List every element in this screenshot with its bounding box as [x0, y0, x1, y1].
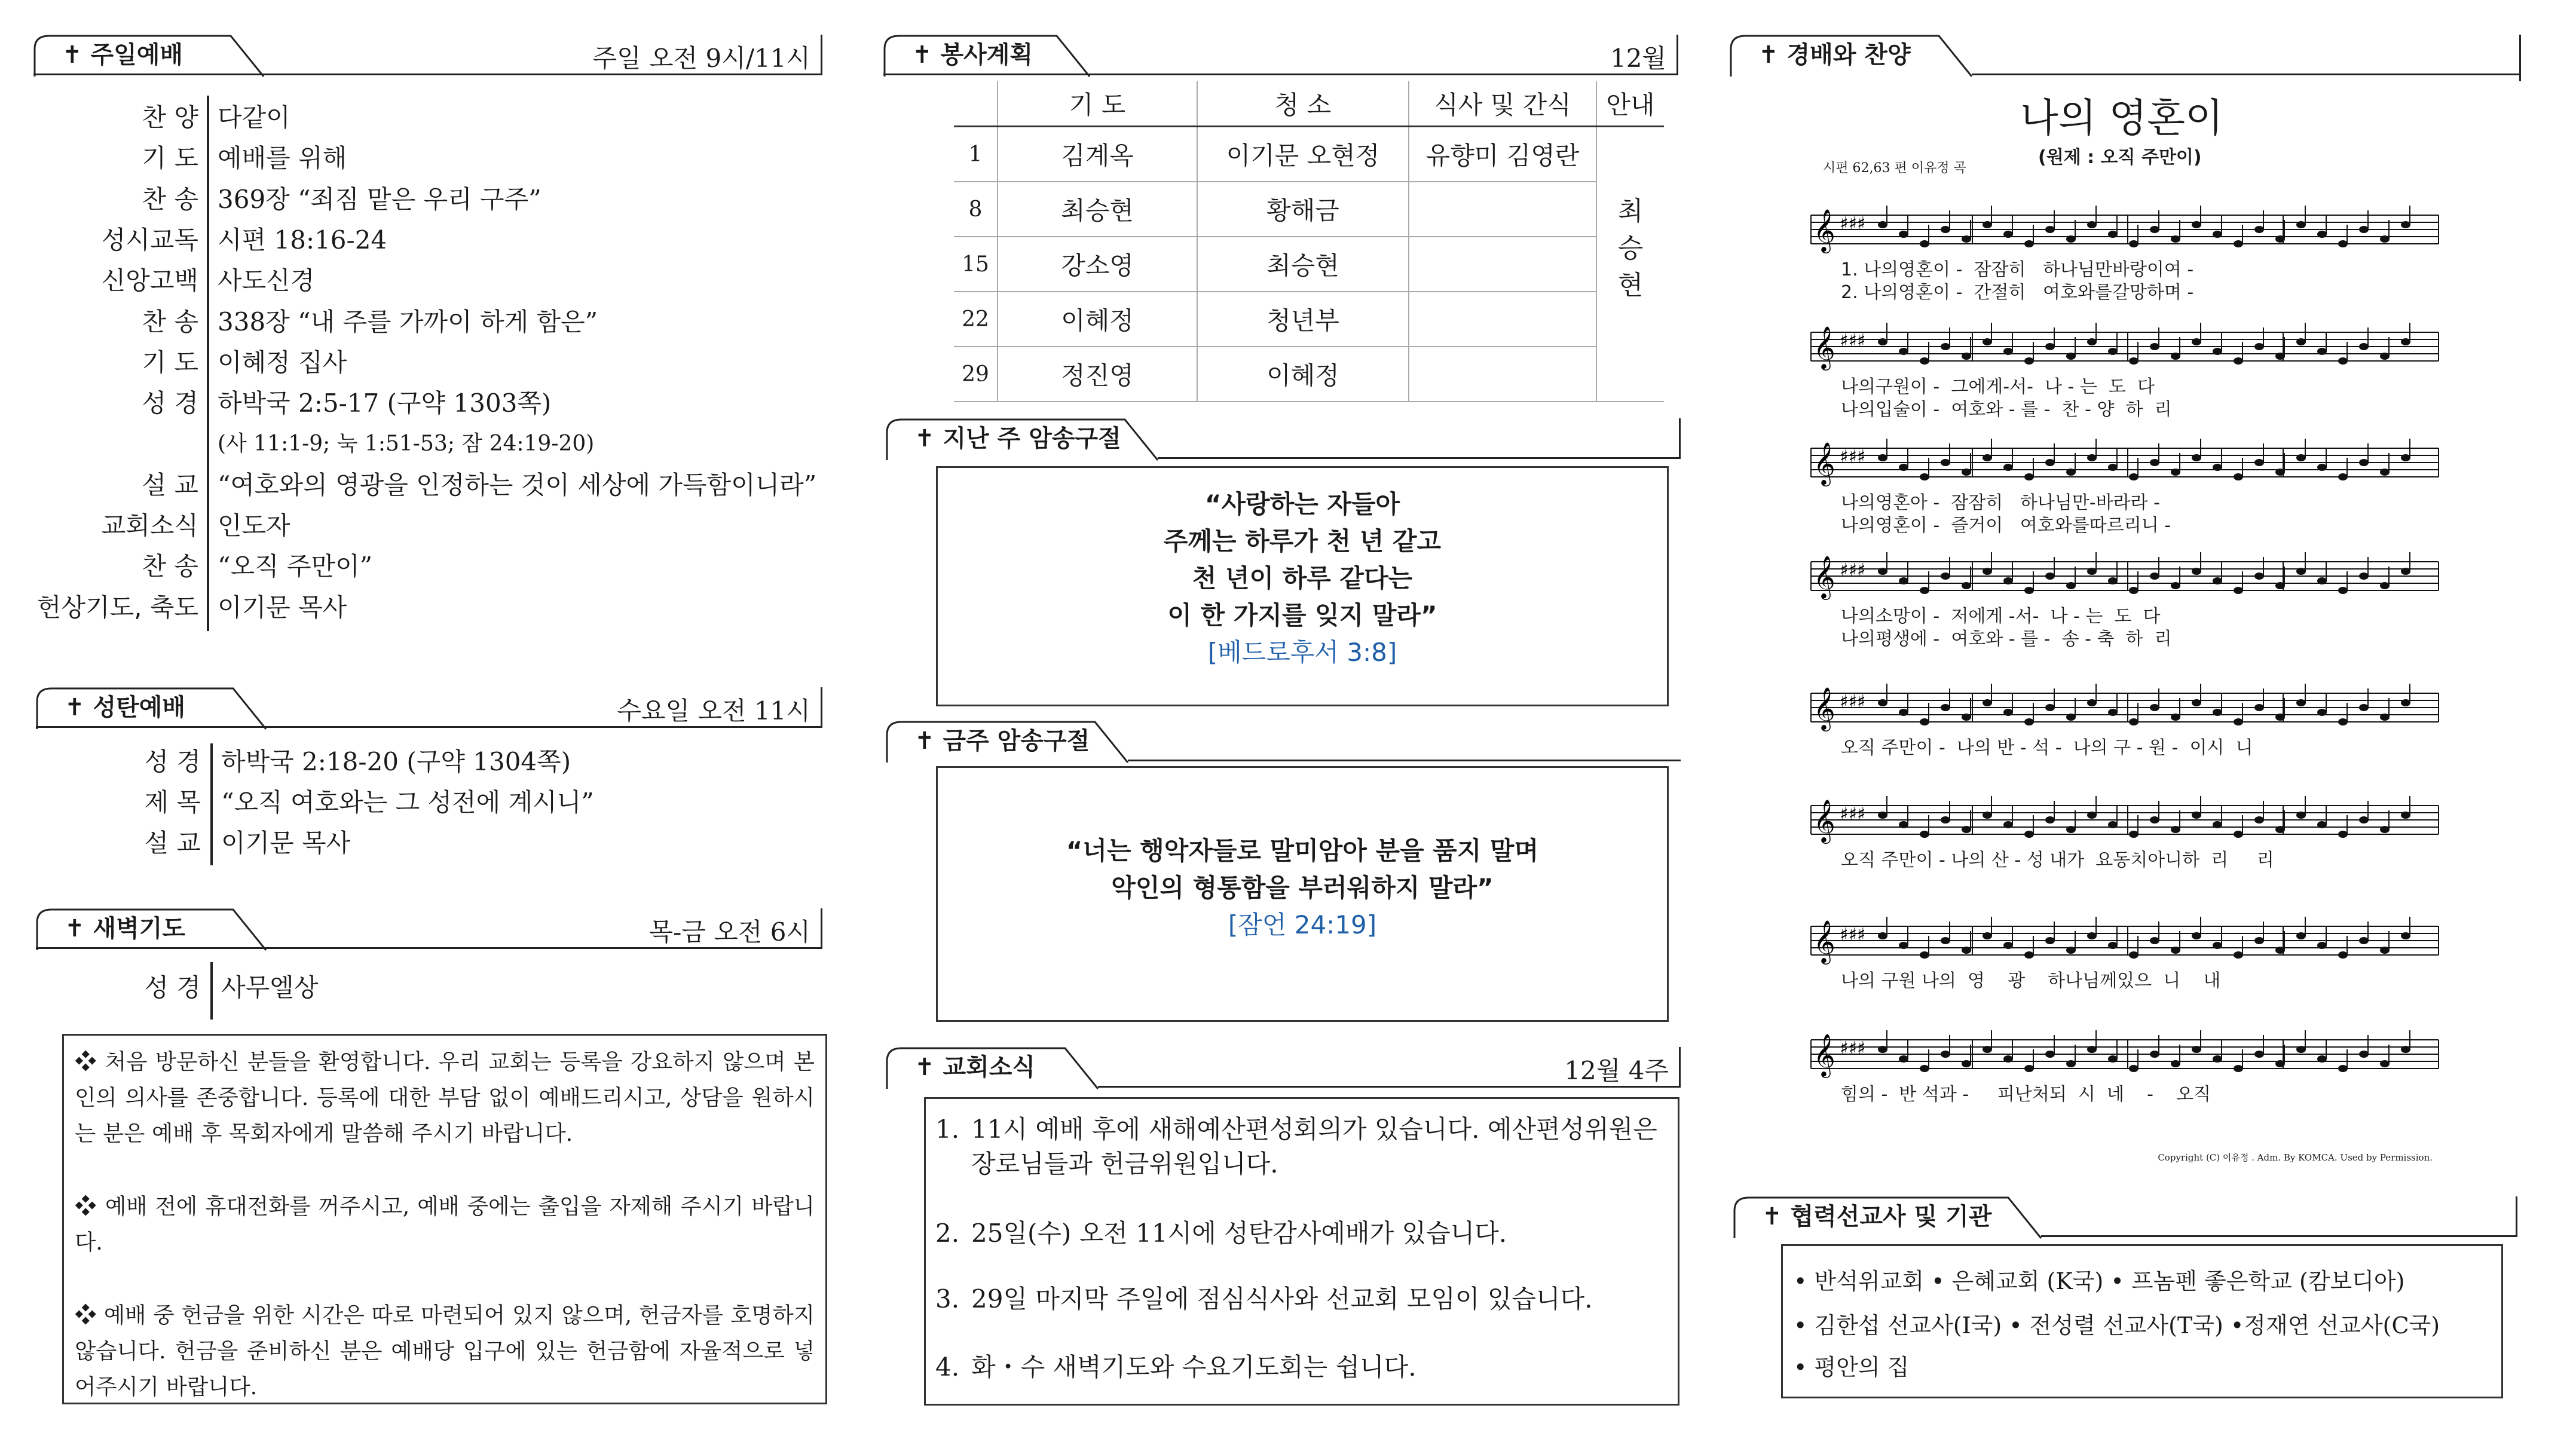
- cross-icon: ✝: [62, 41, 82, 69]
- this-verse-title: ✝ 금주 암송구절: [914, 727, 1090, 755]
- key-signature-icon: ♯♯♯: [1840, 446, 1866, 467]
- key-signature-icon: ♯♯♯: [1840, 924, 1866, 945]
- sunday-time: 주일 오전 9시/11시: [592, 44, 810, 73]
- missions-header: [1733, 1196, 2517, 1237]
- lyric-line: 나의영혼아 - 잠잠히 하나님만-바라라 -: [1841, 492, 2160, 513]
- order-row: [0, 180, 777, 219]
- order-value: 예배를 위해: [218, 143, 347, 173]
- order-label: 찬 송: [142, 552, 198, 581]
- song-title: 나의 영혼이: [2020, 95, 2223, 141]
- cell-cleaning: 청년부: [1197, 292, 1409, 347]
- order-label: 기 도: [142, 347, 198, 377]
- dawn-header: [36, 908, 822, 949]
- table-row: [954, 182, 1664, 237]
- treble-clef-icon: 𝄞: [1813, 555, 1835, 598]
- worship-song-title: ✝ 경배와 찬양: [1758, 41, 1911, 69]
- header-meal: 식사 및 간식: [1409, 81, 1596, 127]
- order-row: [0, 823, 777, 863]
- news-number: 1.: [935, 1115, 960, 1144]
- notice-paragraph: ❖ 예배 중 헌금을 위한 시간은 따로 마련되어 있지 않으며, 헌금자를 호명하지 않습니다. 헌금을 준비하신 분은 예배당 입구에 있는 헌금함에 자율적으로 넣어주시기 바랍니다.: [75, 1302, 815, 1400]
- song-copyright: Copyright (C) 이유정 . Adm. By KOMCA. Used by Permission.: [2158, 1152, 2433, 1163]
- cell-prayer: 정진영: [998, 347, 1197, 402]
- music-staff: [1805, 794, 2450, 847]
- cell-prayer: 강소영: [998, 237, 1197, 292]
- header-guide: 안내: [1596, 81, 1664, 127]
- this-verse-box: [936, 766, 1669, 1022]
- cell-prayer: 이혜정: [998, 292, 1197, 347]
- cross-icon: ✝: [914, 425, 935, 452]
- news-text: 29일 마지막 주일에 점심식사와 선교회 모임이 있습니다.: [971, 1284, 1593, 1314]
- news-text-continued: 장로님들과 헌금위원입니다.: [971, 1149, 1278, 1178]
- music-staff: [1805, 436, 2450, 490]
- order-label: 설 교: [142, 470, 198, 500]
- welcome-notice-box: [62, 1034, 827, 1404]
- church-news-week: 12월 4주: [1564, 1056, 1669, 1085]
- cross-icon: ✝: [1762, 1203, 1782, 1230]
- treble-clef-icon: 𝄞: [1813, 325, 1835, 369]
- guide-char: 최: [1617, 196, 1644, 226]
- order-row: [0, 302, 777, 342]
- key-signature-icon: ♯♯♯: [1840, 213, 1866, 234]
- lyric-line: 1. 나의영혼이 - 잠잠히 하나님만바랑이여 -: [1841, 259, 2194, 280]
- order-label: 찬 송: [142, 184, 198, 214]
- last-verse-box: [936, 466, 1669, 706]
- music-staff: [1805, 320, 2450, 374]
- order-row: [0, 139, 777, 178]
- order-label: 성시교독: [101, 225, 198, 255]
- verse-reference: [잠언 24:19]: [1228, 910, 1377, 939]
- verse-line: 이 한 가지를 잊지 말라”: [1167, 601, 1437, 630]
- lyric-line: 오직 주만이 - 나의 산 - 성 내가 요동치아니하 리 리: [1841, 850, 2274, 871]
- order-value: 사도신경: [218, 266, 315, 296]
- verse-line: 악인의 형통함을 부러워하지 말라”: [1111, 873, 1494, 902]
- order-row: [0, 588, 777, 627]
- church-news-title: ✝ 교회소식: [914, 1054, 1036, 1081]
- order-label: 교회소식: [101, 511, 198, 540]
- cell-day: 8: [954, 182, 998, 237]
- order-value: “오직 여호와는 그 성전에 계시니”: [221, 788, 594, 817]
- order-row: [0, 968, 777, 1008]
- order-label: 제 목: [144, 788, 201, 817]
- cell-day: 15: [954, 237, 998, 292]
- order-label: 성 경: [142, 388, 198, 418]
- missions-box: [1781, 1244, 2503, 1398]
- lyric-line: 나의평생에 - 여호와 - 를 - 송 - 축 하 리: [1841, 629, 2172, 650]
- music-staff: [1805, 550, 2450, 604]
- dawn-time: 목-금 오전 6시: [648, 917, 810, 947]
- order-value: 인도자: [218, 511, 290, 540]
- order-row: [0, 98, 777, 137]
- lyric-line: 나의구원이 - 그에게-서- 나 - 는 도 다: [1841, 376, 2155, 397]
- table-row: [954, 347, 1664, 402]
- table-row: [954, 127, 1664, 182]
- treble-clef-icon: 𝄞: [1813, 441, 1835, 485]
- christmas-title: ✝ 성탄예배: [65, 694, 186, 721]
- order-row: [0, 506, 777, 546]
- sunday-header: [33, 35, 822, 75]
- christmas-time: 수요일 오전 11시: [617, 696, 810, 725]
- service-schedule-table: [954, 81, 1664, 402]
- order-value: 이혜정 집사: [218, 347, 347, 377]
- last-verse-title: ✝ 지난 주 암송구절: [914, 425, 1121, 452]
- key-signature-icon: ♯♯♯: [1840, 330, 1866, 351]
- key-signature-icon: ♯♯♯: [1840, 691, 1866, 712]
- music-staff: [1805, 203, 2450, 257]
- order-row: [0, 424, 777, 464]
- verse-line: “사랑하는 자들아: [1204, 489, 1400, 519]
- lyric-line: 나의입술이 - 여호와 - 를 - 찬 - 양 하 리: [1841, 399, 2172, 420]
- cell-cleaning: 이기문 오현정: [1197, 127, 1409, 182]
- cell-day: 29: [954, 347, 998, 402]
- cell-meal: [1409, 237, 1596, 292]
- christmas-header: [36, 687, 822, 728]
- music-staff: [1805, 1028, 2450, 1082]
- order-value: 369장 “죄짐 맡은 우리 구주”: [218, 184, 541, 214]
- order-row: [0, 547, 777, 586]
- sunday-title: ✝ 주일예배: [62, 41, 183, 69]
- missions-line: • 평안의 집: [1794, 1354, 1910, 1380]
- cell-day: 1: [954, 127, 998, 182]
- sheet-music: [1805, 84, 2450, 1171]
- news-number: 3.: [935, 1284, 960, 1314]
- order-value: 시편 18:16-24: [218, 225, 387, 255]
- notice-paragraph: ❖ 처음 방문하신 분들을 환영합니다. 우리 교회는 등록을 강요하지 않으며 본인의 의사를 존중합니다. 등록에 대한 부담 없이 예배드리시고, 상담을 원하시는 분은 예배 후 목회자에게 말씀해 주시기 바랍니다.: [75, 1049, 815, 1146]
- order-row: [0, 221, 777, 260]
- order-value: 하박국 2:5-17 (구약 1303쪽): [218, 388, 552, 418]
- lyric-line: 나의영혼이 - 즐거이 여호와를따르리니 -: [1841, 515, 2171, 536]
- verse-reference: [베드로후서 3:8]: [1207, 638, 1397, 667]
- news-number: 2.: [935, 1219, 960, 1248]
- cell-prayer: 김계옥: [998, 127, 1197, 182]
- cross-icon: ✝: [914, 727, 935, 755]
- order-row: [0, 343, 777, 382]
- verse-line: 천 년이 하루 같다는: [1192, 564, 1413, 593]
- cell-cleaning: 이혜정: [1197, 347, 1409, 402]
- song-source: 시편 62,63 편 이유정 곡: [1823, 161, 1966, 176]
- cross-icon: ✝: [1758, 41, 1779, 69]
- cross-icon: ✝: [65, 915, 85, 942]
- order-value: 사무엘상: [221, 973, 319, 1002]
- order-label: 성 경: [144, 747, 201, 776]
- order-label: 헌상기도, 축도: [36, 592, 198, 622]
- order-row: [0, 261, 777, 301]
- cell-meal: 유향미 김영란: [1409, 127, 1596, 182]
- cell-meal: [1409, 347, 1596, 402]
- song-subtitle: (원제 : 오직 주만이): [2038, 147, 2202, 168]
- treble-clef-icon: 𝄞: [1813, 208, 1835, 252]
- lyric-line: 오직 주만이 - 나의 반 - 석 - 나의 구 - 원 - 이시 니: [1841, 737, 2253, 758]
- service-plan-title: ✝ 봉사계획: [912, 41, 1033, 69]
- cross-icon: ✝: [65, 694, 85, 721]
- order-label: 찬 송: [142, 307, 198, 336]
- order-value: (사 11:1-9; 눅 1:51-53; 잠 24:19-20): [218, 431, 595, 457]
- verse-line: “너는 행악자들로 말미암아 분을 품지 말며: [1066, 836, 1539, 865]
- guide-char: 현: [1617, 270, 1644, 301]
- table-header-row: [954, 81, 1664, 127]
- news-text: 11시 예배 후에 새해예산편성회의가 있습니다. 예산편성위원은: [971, 1115, 1657, 1144]
- cell-meal: [1409, 292, 1596, 347]
- order-row: [0, 783, 777, 822]
- service-plan-header: [883, 35, 1678, 75]
- cell-cleaning: 황해금: [1197, 182, 1409, 237]
- header-prayer: 기 도: [998, 81, 1197, 127]
- key-signature-icon: ♯♯♯: [1840, 560, 1866, 581]
- cell-prayer: 최승현: [998, 182, 1197, 237]
- missions-title: ✝ 협력선교사 및 기관: [1762, 1203, 1992, 1230]
- guide-char: 승: [1617, 233, 1644, 264]
- missions-line: • 반석위교회 • 은혜교회 (K국) • 프놈펜 좋은학교 (캄보디아): [1794, 1268, 2405, 1294]
- treble-clef-icon: 𝄞: [1813, 1033, 1835, 1076]
- order-row: [0, 466, 817, 505]
- order-row: [0, 384, 777, 423]
- order-value: 다같이: [218, 103, 290, 132]
- worship-song-header: [1730, 35, 2521, 75]
- notice-paragraph: ❖ 예배 전에 휴대전화를 꺼주시고, 예배 중에는 출입을 자제해 주시기 바랍니다.: [75, 1193, 815, 1255]
- service-plan-month: 12월: [1610, 44, 1666, 73]
- music-staff: [1805, 681, 2450, 735]
- order-value: 338장 “내 주를 가까이 하게 함은”: [218, 307, 598, 336]
- news-number: 4.: [935, 1352, 960, 1382]
- cross-icon: ✝: [914, 1054, 935, 1081]
- music-staff: [1805, 914, 2450, 968]
- last-verse-header: [886, 418, 1681, 459]
- missions-line: • 김한섭 선교사(I국) • 전성렬 선교사(T국) •정재연 선교사(C국): [1794, 1312, 2440, 1339]
- treble-clef-icon: 𝄞: [1813, 919, 1835, 963]
- table-row: [954, 292, 1664, 347]
- treble-clef-icon: 𝄞: [1813, 686, 1835, 730]
- cell-day: 22: [954, 292, 998, 347]
- dawn-title: ✝ 새벽기도: [65, 915, 186, 942]
- table-row: [954, 237, 1664, 292]
- order-value: 이기문 목사: [221, 828, 351, 858]
- order-label: 찬 양: [142, 103, 198, 132]
- church-news-header: [886, 1047, 1681, 1088]
- key-signature-icon: ♯♯♯: [1840, 1038, 1866, 1059]
- cell-guide: [1596, 127, 1664, 402]
- order-value: “오직 주만이”: [218, 552, 373, 581]
- cell-meal: [1409, 182, 1596, 237]
- lyric-line: 나의소망이 - 저에게 -서- 나 - 는 도 다: [1841, 606, 2161, 627]
- church-news-box: [924, 1097, 1679, 1406]
- order-label: 기 도: [142, 143, 198, 173]
- treble-clef-icon: 𝄞: [1813, 798, 1835, 842]
- header-cleaning: 청 소: [1197, 81, 1409, 127]
- header-day: [954, 81, 998, 127]
- news-text: 25일(수) 오전 11시에 성탄감사예배가 있습니다.: [971, 1219, 1507, 1248]
- key-signature-icon: ♯♯♯: [1840, 804, 1866, 825]
- order-value: “여호와의 영광을 인정하는 것이 세상에 가득함이니라”: [218, 470, 817, 500]
- order-value: 이기문 목사: [218, 592, 347, 622]
- order-label: 성 경: [144, 973, 201, 1002]
- order-row: [0, 742, 777, 782]
- verse-line: 주께는 하루가 천 년 같고: [1163, 526, 1442, 556]
- news-text: 화・수 새벽기도와 수요기도회는 쉽니다.: [971, 1352, 1417, 1382]
- cross-icon: ✝: [912, 41, 932, 69]
- cell-cleaning: 최승현: [1197, 237, 1409, 292]
- lyric-line: 나의 구원 나의 영 광 하나님께있으 니 내: [1841, 971, 2221, 991]
- this-verse-header: [886, 721, 1681, 761]
- lyric-line: 힘의 - 반 석과 - 피난처되 시 네 - 오직: [1841, 1084, 2211, 1105]
- order-label: 설 교: [144, 828, 201, 858]
- order-value: 하박국 2:18-20 (구약 1304쪽): [221, 747, 571, 776]
- order-label: 신앙고백: [101, 266, 198, 296]
- lyric-line: 2. 나의영혼이 - 간절히 여호와를갈망하며 -: [1841, 282, 2194, 303]
